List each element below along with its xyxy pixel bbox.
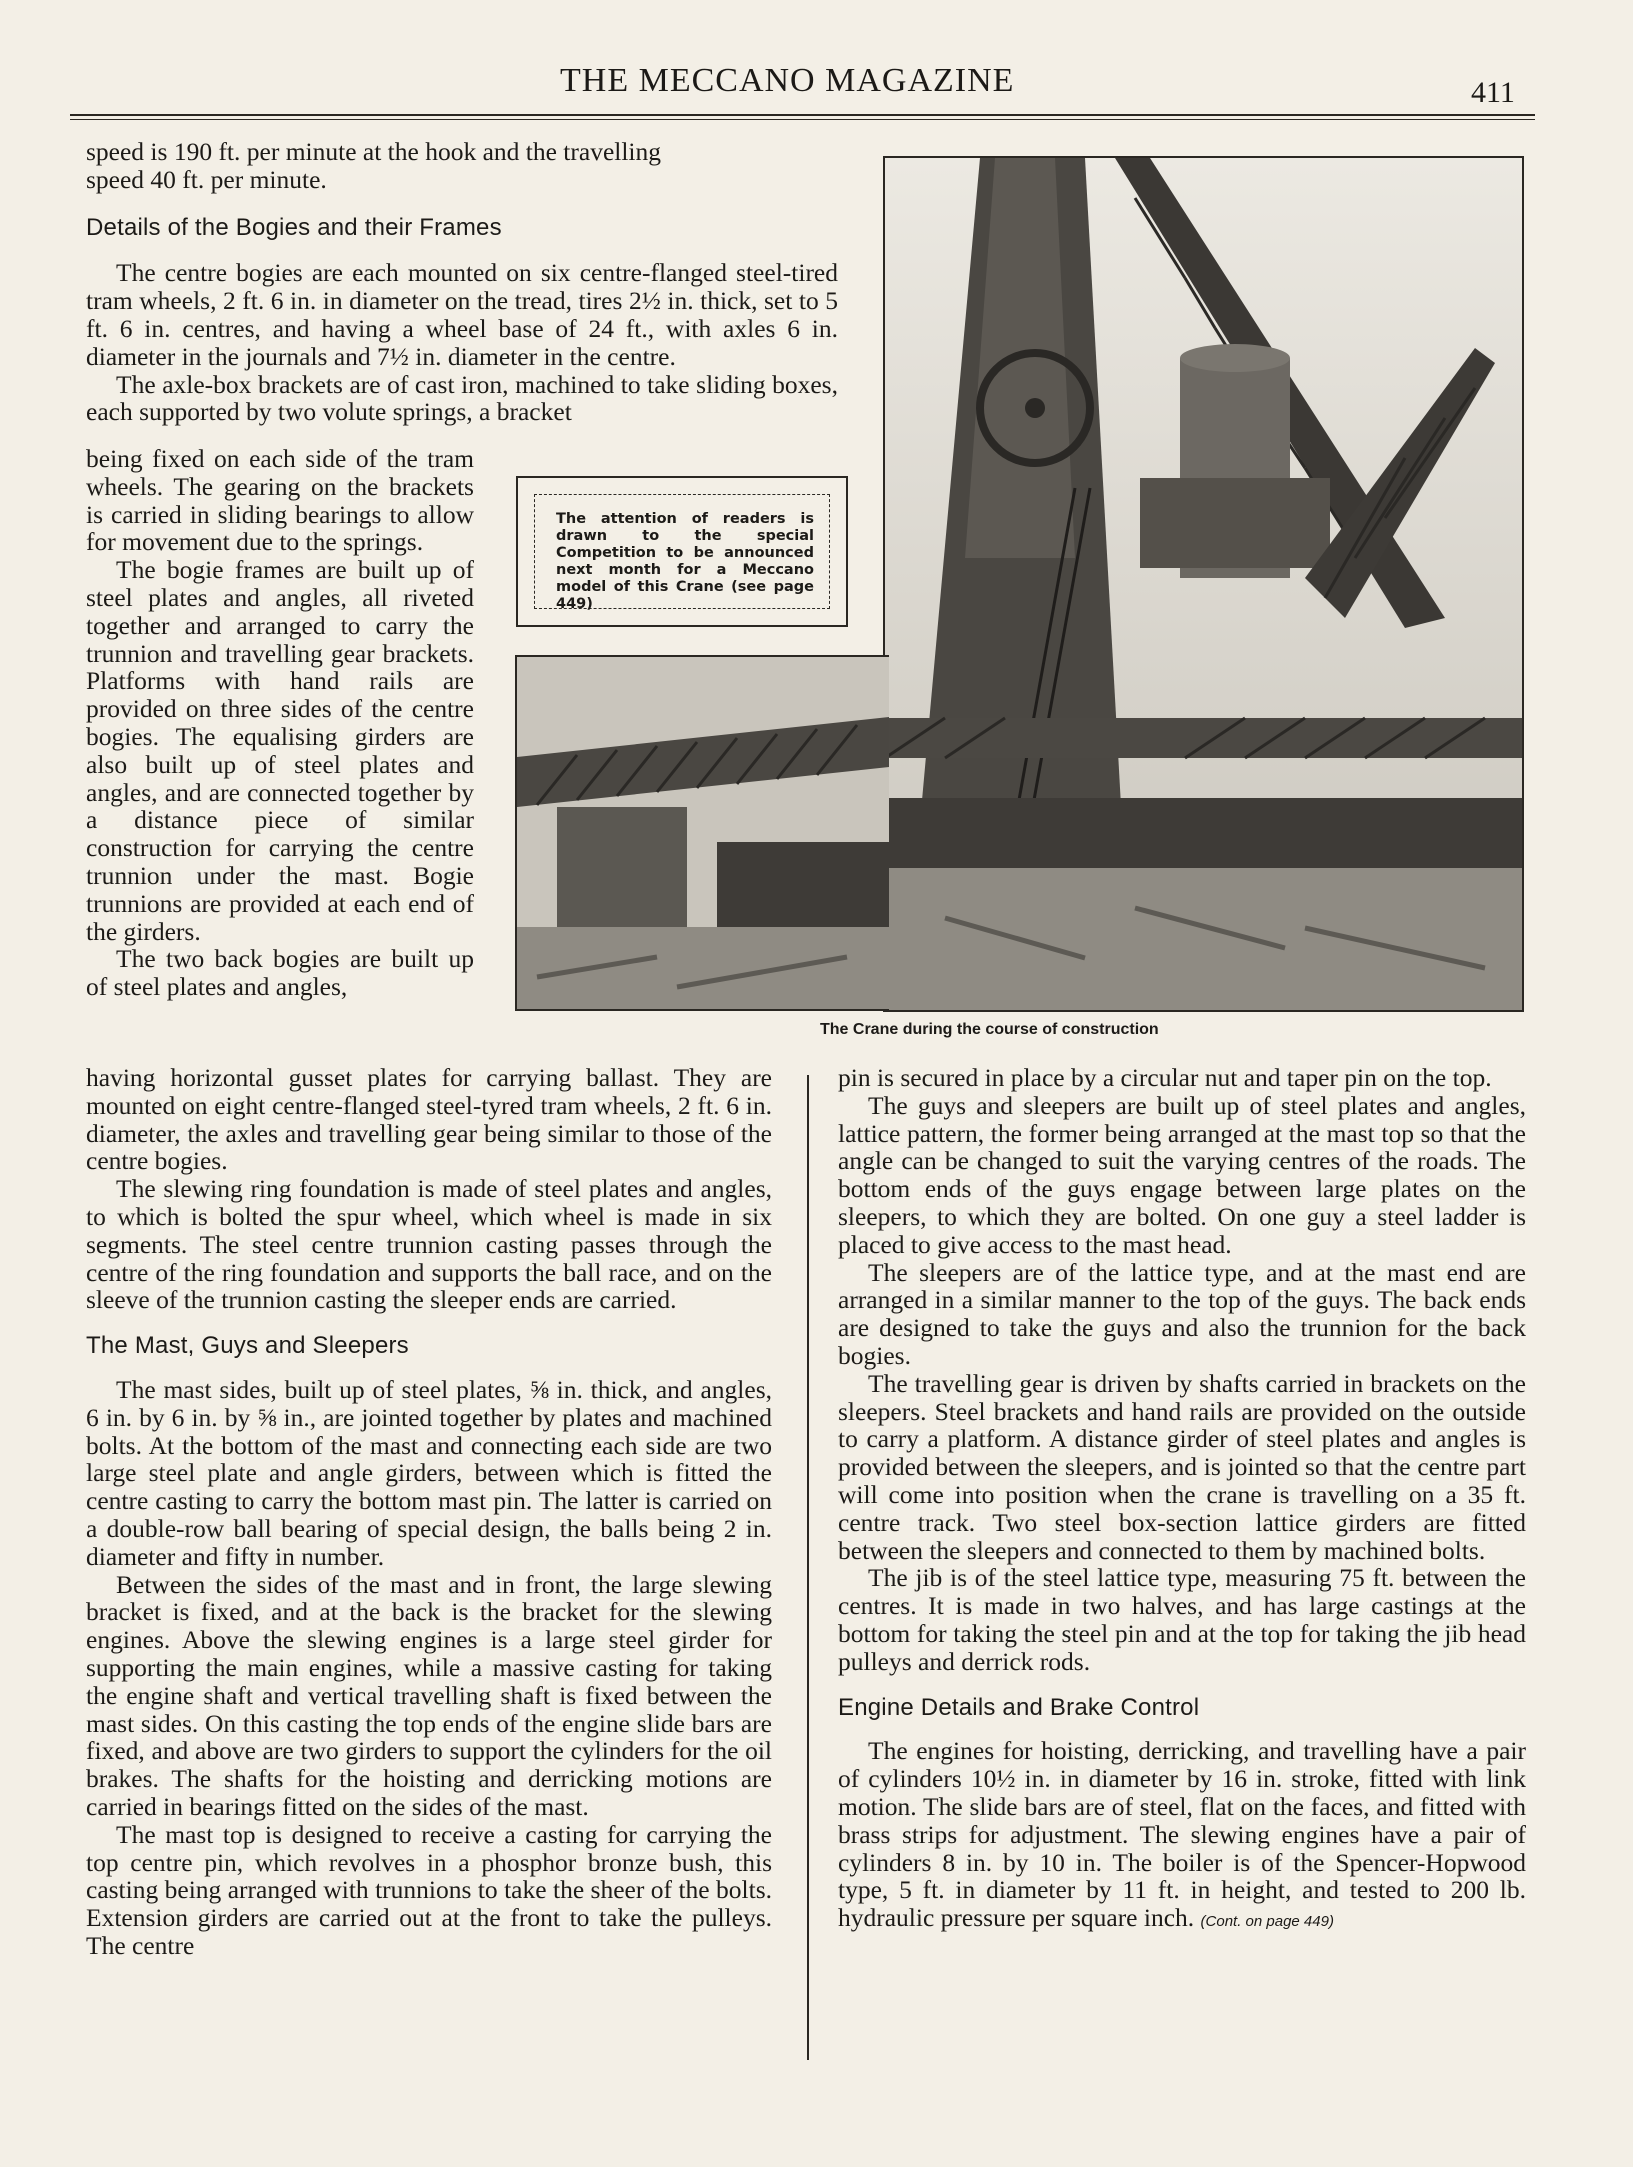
paragraph: The mast top is designed to receive a casting for carrying the top centre pin, which revolves in a phosphor bronze bush, this casting being arranged with trunnions to take the sheer of the bolts. Extension girders are carried out at the front to take the pulleys. The centre (86, 1819, 772, 1960)
paragraph: having horizontal gusset plates for carrying ballast. They are mounted on eight centre-flanged steel-tyred tram wheels, 2 ft. 6 in. diameter, the axles and travelling gear being similar to those of the centre bogies. (86, 1063, 772, 1176)
continued-note: (Cont. on page 449) (1200, 1913, 1334, 1931)
crane-photo-lower-left (515, 655, 889, 1011)
paragraph: The two back bogies are built up of steel plates and angles, (86, 944, 474, 1002)
paragraph: The axle-box brackets are of cast iron, machined to take sliding boxes, each supported by two volute springs, a bracket (86, 369, 838, 427)
paragraph: The travelling gear is driven by shafts carried in brackets on the sleepers. Steel brackets and hand rails are provided on the outside to carry a platform. A distance girder of steel plates and angles is provided between the sleepers, and is jointed so that the centre part will come into position when the crane is travelling on a 35 ft. centre track. Two steel box-section lattice girders are fitted between the sleepers and connected to them by machined bolts. (838, 1368, 1526, 1565)
competition-notice-box (516, 476, 848, 627)
column-1-bottom (86, 1064, 772, 1960)
header-rule-top (70, 114, 1535, 116)
paragraph: The slewing ring foundation is made of steel plates and angles, to which is bolted the spur wheel, which wheel is made in six segments. The steel centre trunnion casting passes through the centre of the ring foundation and supports the ball race, and on the sleeve of the trunnion casting the sleeper ends are carried. (86, 1174, 772, 1315)
section-heading-engine: Engine Details and Brake Control (838, 1693, 1200, 1721)
paragraph: The bogie frames are built up of steel plates and angles, all riveted together and arranged to carry the trunnion and travelling gear brackets. Platforms with hand rails are provided on three sides of the centre bogies. The equalising girders are also built up of steel plates and angles, and are connected together by a distance piece of similar construction for carrying the centre trunnion under the mast. Bogie trunnions are provided at each end of the girders. (86, 555, 474, 946)
column-2 (838, 1064, 1526, 1936)
competition-notice-text: The attention of readers is drawn to the special Competition to be announced next month for a Meccano model of this Crane (see page 449) (556, 511, 814, 612)
column-1-narrow (86, 445, 474, 1001)
paragraph: The centre bogies are each mounted on six centre-flanged steel-tired tram wheels, 2 ft. 6 in. in diameter on the tread, tires 2½ in. thick, set to 5 ft. 6 in. centres, and having a wheel base of 24 ft., with axles 6 in. diameter in the journals and 7½ in. diameter in the centre. (86, 258, 838, 371)
crane-photo (883, 156, 1524, 1012)
crane-photo-illustration-extension (517, 657, 889, 1009)
header-rule-bottom (70, 119, 1535, 120)
paragraph: The sleepers are of the lattice type, and at the mast end are arranged in a similar manner to the top of the guys. The back ends are designed to take the guys and also the trunnion for the back bogies. (838, 1257, 1526, 1370)
paragraph: The guys and sleepers are built up of steel plates and angles, lattice pattern, the former being arranged at the mast top so that the angle can be changed to suit the varying centres of the roads. The bottom ends of the guys engage between large plates on the sleepers, to which they are bolted. On one guy a steel ladder is placed to give access to the mast head. (838, 1090, 1526, 1259)
paragraph: The jib is of the steel lattice type, measuring 75 ft. between the centres. It is made in two halves, and has large castings at the bottom for taking the steel pin and at the top for taking the jib head pulleys and derrick rods. (838, 1563, 1526, 1676)
paragraph: pin is secured in place by a circular nut and taper pin on the top. (838, 1063, 1492, 1092)
crane-photo-illustration (885, 158, 1522, 1010)
paragraph: being fixed on each side of the tram wheels. The gearing on the brackets is carried in sliding bearings to allow for movement due to the springs. (86, 444, 474, 557)
column-divider (807, 1075, 809, 2060)
paragraph: Between the sides of the mast and in front, the large slewing bracket is fixed, and at the back is the bracket for the slewing engines. Above the slewing engines is a large steel girder for supporting the main engines, while a massive casting for taking the engine shaft and vertical travelling shaft is fixed between the mast sides. On this casting the top ends of the engine slide bars are fixed, and above are two girders to support the cylinders for the oil brakes. The shafts for the hoisting and derricking motions are carried in bearings fitted on the sides of the mast. (86, 1569, 772, 1821)
section-heading-bogies: Details of the Bogies and their Frames (86, 213, 502, 241)
magazine-title: THE MECCANO MAGAZINE (560, 62, 1015, 99)
paragraph (838, 1737, 1526, 1936)
text-line: speed is 190 ft. per minute at the hook and the travelling (86, 137, 662, 166)
section-heading-mast: The Mast, Guys and Sleepers (86, 1332, 409, 1360)
text-line: speed 40 ft. per minute. (86, 164, 327, 194)
column-1-top (86, 138, 838, 426)
paragraph-text: The engines for hoisting, derricking, and travelling have a pair of cylinders 10½ in. in diameter by 16 in. stroke, fitted with link motion. The slide bars are of steel, flat on the faces, and fitted with brass strips for adjustment. The slewing engines have a pair of cylinders 8 in. by 10 in. The boiler is of the Spencer-Hopwood type, 5 ft. in diameter by 11 ft. in height, and tested to 200 lb. hydraulic pressure per square inch. (838, 1736, 1526, 1933)
page-number: 411 (1471, 76, 1515, 109)
photo-caption: The Crane during the course of construction (820, 1021, 1159, 1038)
paragraph: The mast sides, built up of steel plates, ⅝ in. thick, and angles, 6 in. by 6 in. by ⅝ in., are jointed together by plates and machined bolts. At the bottom of the mast and connecting each side are two large steel plate and angle girders, between which is fitted the centre casting to carry the bottom mast pin. The latter is carried on a double-row ball bearing of special design, the balls being 2 in. diameter and fifty in number. (86, 1374, 772, 1571)
